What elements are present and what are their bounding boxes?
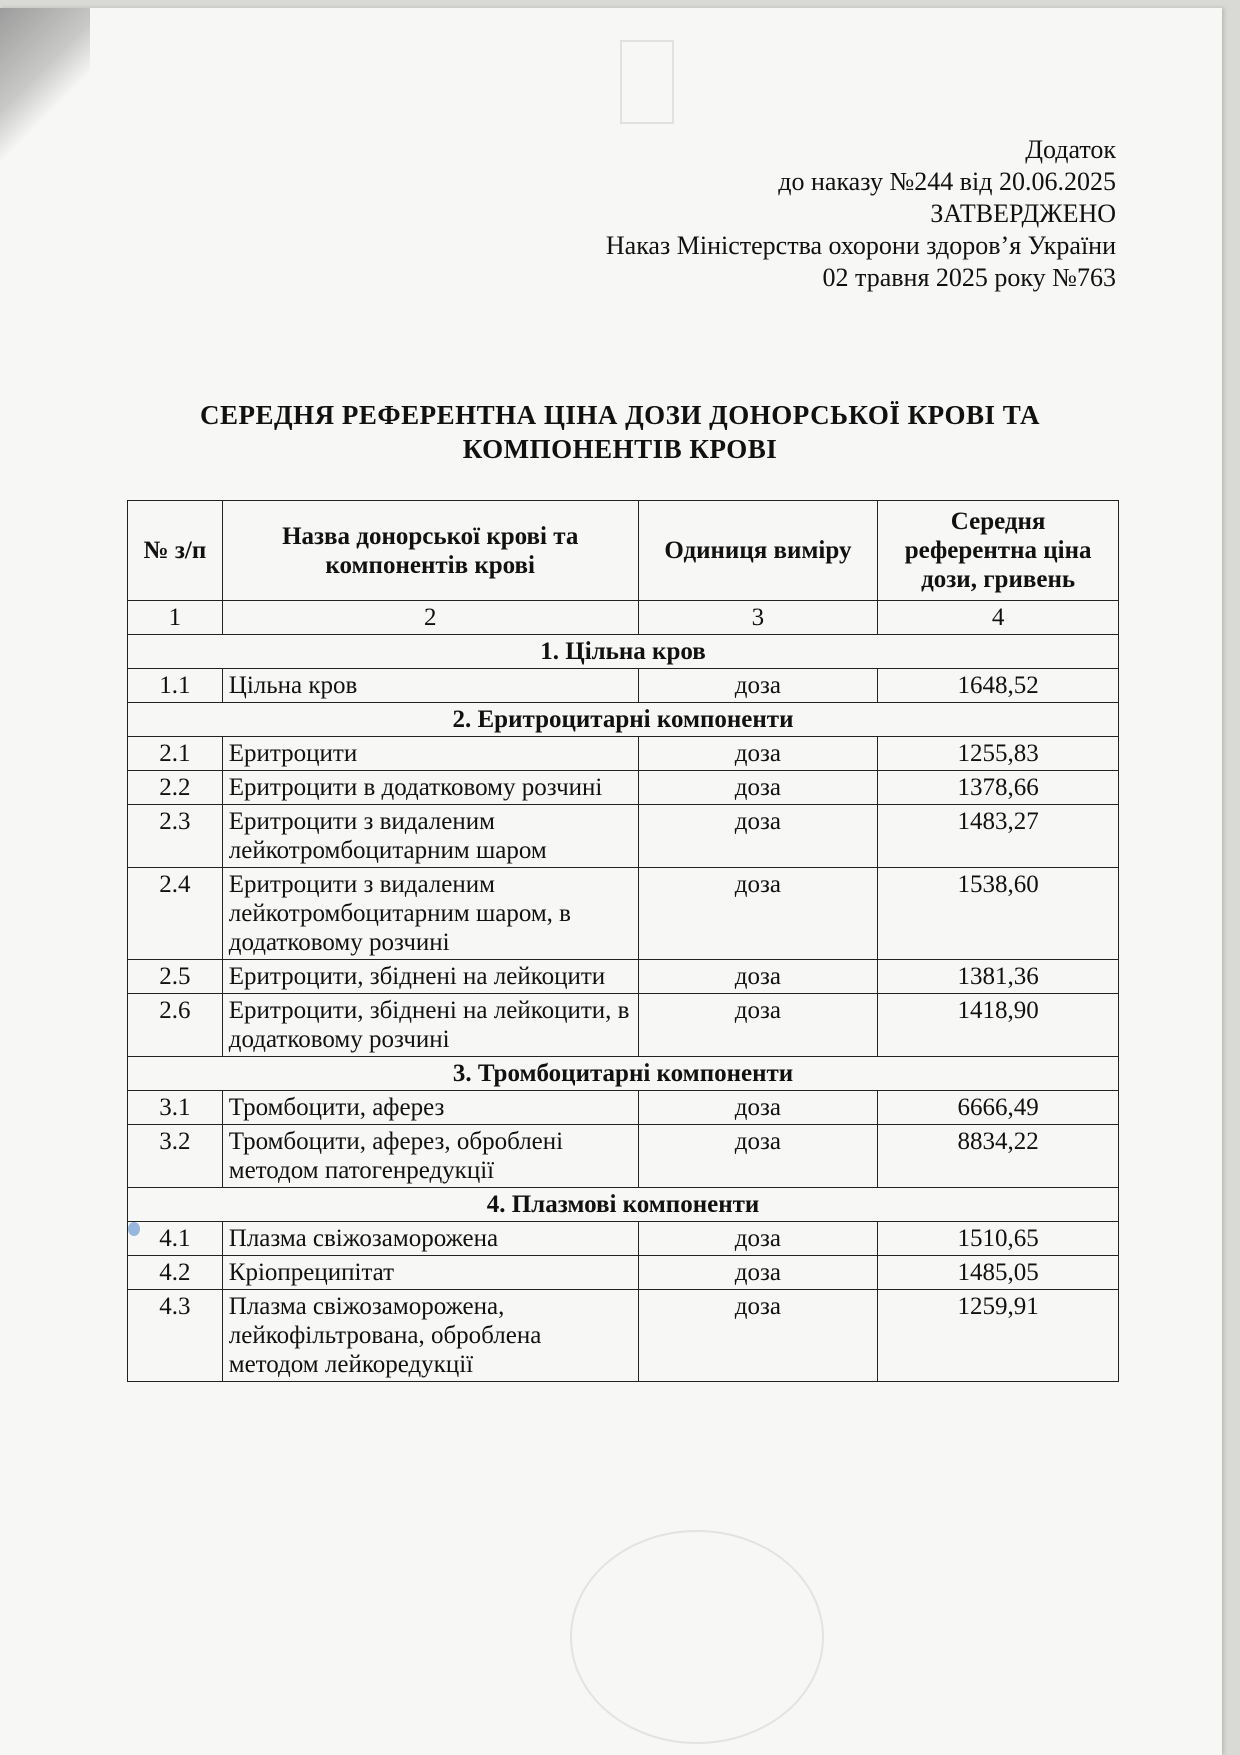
row-unit: доза (638, 737, 878, 771)
table-row (128, 1125, 1119, 1188)
header-price: Середня референтна ціна дози, гривень (878, 501, 1119, 601)
ministry-order-date: 02 травня 2025 року №763 (822, 263, 1116, 292)
row-unit: доза (638, 805, 878, 868)
header-unit: Одиниця виміру (638, 501, 878, 601)
header-number: № з/п (128, 501, 223, 601)
section-title: 4. Плазмові компоненти (128, 1188, 1119, 1222)
row-unit: доза (638, 771, 878, 805)
row-name: Кріопреципітат (222, 1256, 638, 1290)
row-name: Еритроцити, збіднені на лейкоцити, в додатковому розчині (222, 994, 638, 1057)
row-number: 2.1 (128, 737, 223, 771)
table-header-row (128, 501, 1119, 601)
header-name: Назва донорської крові та компонентів крові (222, 501, 638, 601)
row-number: 2.2 (128, 771, 223, 805)
folded-corner (0, 8, 90, 178)
column-number: 1 (128, 601, 223, 635)
section-row (128, 1188, 1119, 1222)
row-name: Еритроцити з видаленим лейкотромбоцитарним шаром, в додатковому розчині (222, 868, 638, 960)
row-unit: доза (638, 1256, 878, 1290)
row-number: 2.6 (128, 994, 223, 1057)
row-price: 1648,52 (878, 669, 1119, 703)
row-name: Тромбоцити, аферез, оброблені методом патогенредукції (222, 1125, 638, 1188)
section-title: 3. Тромбоцитарні компоненти (128, 1057, 1119, 1091)
row-unit: доза (638, 1125, 878, 1188)
section-title: 2. Еритроцитарні компоненти (128, 703, 1119, 737)
row-name: Еритроцити з видаленим лейкотромбоцитарним шаром (222, 805, 638, 868)
section-row (128, 703, 1119, 737)
section-row (128, 635, 1119, 669)
row-number: 4.3 (128, 1290, 223, 1382)
table-row (128, 994, 1119, 1057)
ministry-order: Наказ Міністерства охорони здоров’я України (605, 231, 1116, 260)
row-name: Цільна кров (222, 669, 638, 703)
row-number: 4.2 (128, 1256, 223, 1290)
table-row (128, 1091, 1119, 1125)
show-through-seal (570, 1530, 824, 1744)
title-line-1: СЕРЕДНЯ РЕФЕРЕНТНА ЦІНА ДОЗИ ДОНОРСЬКОЇ КРОВІ ТА (200, 400, 1040, 430)
row-unit: доза (638, 669, 878, 703)
row-price: 1381,36 (878, 960, 1119, 994)
row-name: Еритроцити (222, 737, 638, 771)
row-number: 3.1 (128, 1091, 223, 1125)
row-price: 1483,27 (878, 805, 1119, 868)
row-price: 1378,66 (878, 771, 1119, 805)
table-row (128, 1256, 1119, 1290)
row-name: Плазма свіжозаморожена, лейкофільтрована, оброблена методом лейкоредукції (222, 1290, 638, 1382)
row-price: 1538,60 (878, 868, 1119, 960)
table-row (128, 1222, 1119, 1256)
row-unit: доза (638, 868, 878, 960)
section-title: 1. Цільна кров (128, 635, 1119, 669)
show-through-emblem (620, 40, 674, 124)
row-price: 1418,90 (878, 994, 1119, 1057)
price-table (127, 500, 1119, 1382)
column-number: 3 (638, 601, 878, 635)
appendix-label: Додаток (1025, 135, 1116, 164)
row-number: 2.4 (128, 868, 223, 960)
row-name: Плазма свіжозаморожена (222, 1222, 638, 1256)
table-row (128, 805, 1119, 868)
row-price: 1510,65 (878, 1222, 1119, 1256)
row-unit: доза (638, 1091, 878, 1125)
row-number: 3.2 (128, 1125, 223, 1188)
table-row (128, 771, 1119, 805)
row-number: 2.3 (128, 805, 223, 868)
row-price: 1255,83 (878, 737, 1119, 771)
table-row (128, 1290, 1119, 1382)
column-number-row (128, 601, 1119, 635)
row-price: 1259,91 (878, 1290, 1119, 1382)
row-unit: доза (638, 1290, 878, 1382)
appendix-header (606, 134, 1116, 294)
column-number: 4 (878, 601, 1119, 635)
section-row (128, 1057, 1119, 1091)
row-number: 1.1 (128, 669, 223, 703)
table-row (128, 960, 1119, 994)
table-row (128, 737, 1119, 771)
row-price: 1485,05 (878, 1256, 1119, 1290)
approved-label: ЗАТВЕРДЖЕНО (930, 199, 1116, 228)
column-number: 2 (222, 601, 638, 635)
document-title (140, 398, 1100, 466)
row-unit: доза (638, 994, 878, 1057)
row-name: Тромбоцити, аферез (222, 1091, 638, 1125)
row-price: 6666,49 (878, 1091, 1119, 1125)
row-name: Еритроцити в додатковому розчині (222, 771, 638, 805)
row-unit: доза (638, 1222, 878, 1256)
row-unit: доза (638, 960, 878, 994)
table-row (128, 669, 1119, 703)
table-row (128, 868, 1119, 960)
row-number: 2.5 (128, 960, 223, 994)
row-price: 8834,22 (878, 1125, 1119, 1188)
order-reference: до наказу №244 від 20.06.2025 (778, 167, 1116, 196)
title-line-2: КОМПОНЕНТІВ КРОВІ (462, 434, 778, 464)
table-body (128, 635, 1119, 1382)
row-name: Еритроцити, збіднені на лейкоцити (222, 960, 638, 994)
row-number: 4.1 (128, 1222, 223, 1256)
